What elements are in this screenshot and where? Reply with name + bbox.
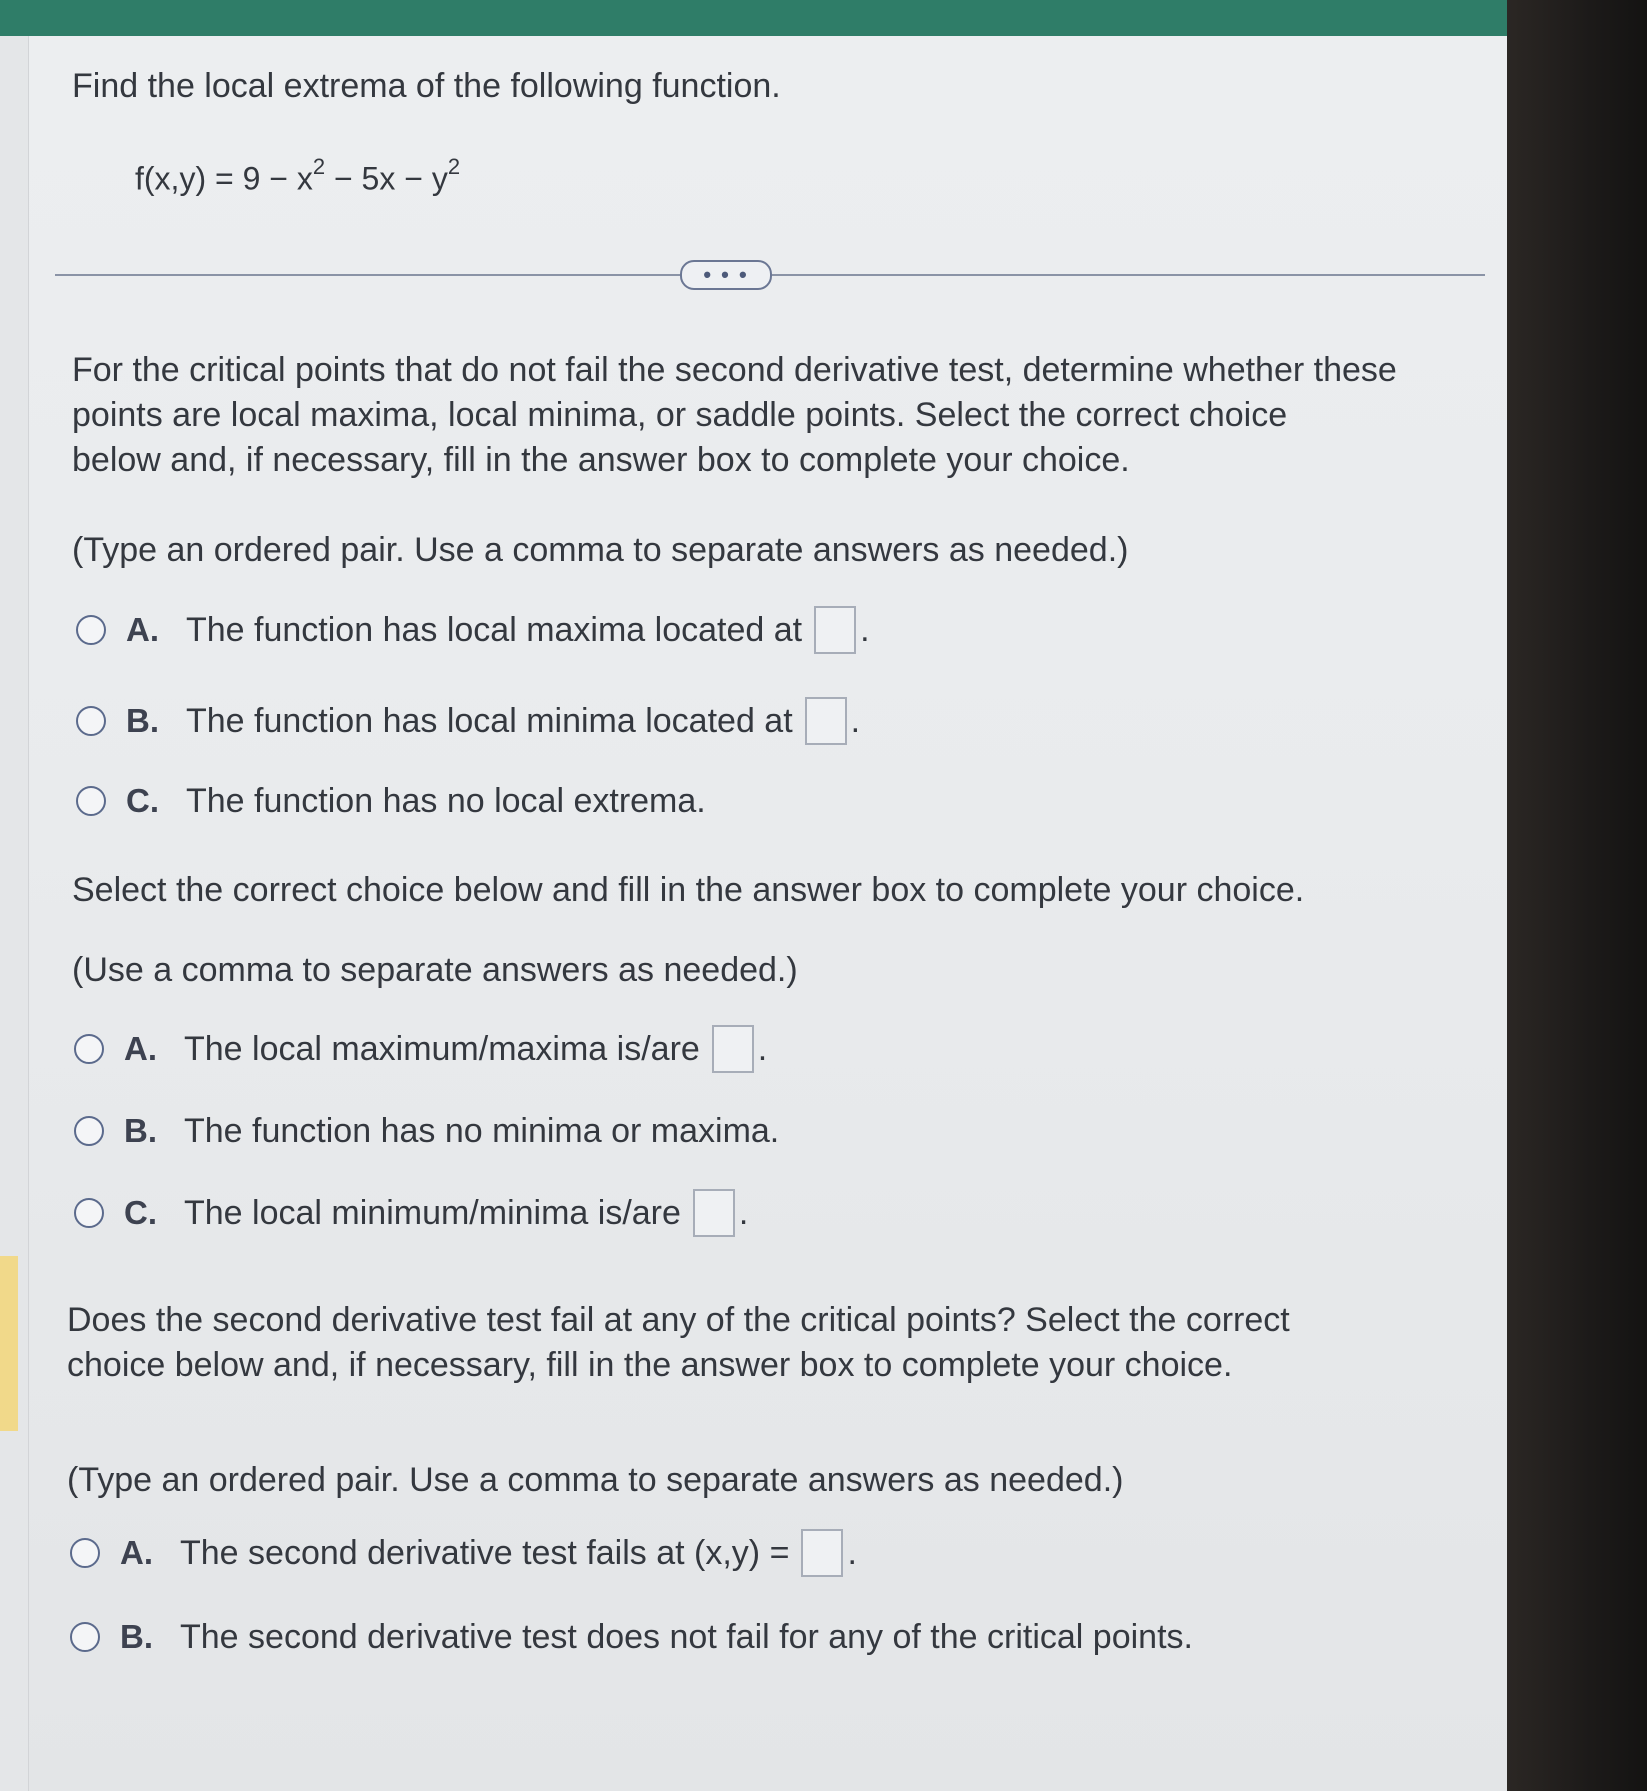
option-letter: A.	[124, 1030, 157, 1067]
option-period: .	[757, 1029, 768, 1068]
monitor-bezel	[1507, 0, 1647, 1791]
answer-box[interactable]	[801, 1529, 843, 1577]
question-page	[0, 36, 1526, 1791]
formula-part: − 5x − y	[325, 160, 448, 197]
option-letter: B.	[124, 1112, 157, 1149]
option-text: The local maximum/maxima is/are	[184, 1029, 700, 1068]
header-bar	[0, 0, 1515, 40]
radio-button[interactable]	[74, 1198, 104, 1228]
option-text: The second derivative test fails at (x,y) =	[180, 1533, 790, 1572]
radio-button[interactable]	[70, 1622, 100, 1652]
option-period: .	[847, 1533, 857, 1572]
section3-instructions	[67, 1298, 1290, 1388]
instruction-line: choice below and, if necessary, fill in the answer box to complete your choice.	[67, 1346, 1233, 1384]
option-letter: A.	[126, 611, 159, 648]
section1-option-c[interactable]	[76, 776, 706, 826]
option-letter: A.	[120, 1534, 153, 1571]
section2-hint: (Use a comma to separate answers as needed.)	[72, 951, 798, 989]
section2-option-c[interactable]	[74, 1188, 748, 1238]
option-text: The function has no local extrema.	[186, 781, 706, 820]
instruction-line: points are local maxima, local minima, or saddle points. Select the correct choice	[72, 396, 1288, 434]
instruction-line: For the critical points that do not fail the second derivative test, determine whether these	[72, 351, 1397, 389]
instruction-line: Does the second derivative test fail at any of the critical points? Select the correct	[67, 1301, 1290, 1339]
option-letter: C.	[126, 782, 159, 819]
option-period: .	[860, 610, 870, 649]
option-period: .	[738, 1193, 749, 1232]
option-letter: B.	[126, 702, 159, 739]
more-dots-icon: • • •	[703, 262, 749, 287]
option-text: The function has no minima or maxima.	[184, 1111, 780, 1150]
radio-button[interactable]	[74, 1034, 104, 1064]
section2-instructions: Select the correct choice below and fill in the answer box to complete your choice.	[72, 871, 1305, 909]
function-formula	[135, 154, 461, 198]
section2-option-b[interactable]	[74, 1106, 779, 1156]
option-text: The function has local maxima located at	[186, 610, 803, 649]
radio-button[interactable]	[70, 1538, 100, 1568]
instruction-line: below and, if necessary, fill in the answer box to complete your choice.	[72, 441, 1130, 479]
question-prompt: Find the local extrema of the following function.	[72, 67, 781, 105]
answer-box[interactable]	[814, 606, 856, 654]
section2-option-a[interactable]	[74, 1024, 767, 1074]
show-previous-steps-button[interactable]	[680, 260, 772, 290]
radio-button[interactable]	[74, 1116, 104, 1146]
radio-button[interactable]	[76, 786, 106, 816]
section1-option-b[interactable]	[76, 696, 860, 746]
section3-option-a[interactable]	[70, 1528, 857, 1578]
option-letter: C.	[124, 1194, 157, 1231]
section1-option-a[interactable]	[76, 605, 870, 655]
radio-button[interactable]	[76, 615, 106, 645]
option-period: .	[850, 701, 861, 740]
formula-exponent: 2	[312, 154, 326, 179]
section1-hint: (Type an ordered pair. Use a comma to separate answers as needed.)	[72, 531, 1129, 569]
section3-option-b[interactable]	[70, 1612, 1193, 1662]
option-letter: B.	[120, 1618, 153, 1655]
answer-box[interactable]	[693, 1189, 735, 1237]
formula-part: f(x,y) = 9 − x	[135, 160, 313, 197]
section1-instructions	[72, 348, 1397, 483]
option-text: The second derivative test does not fail for any of the critical points.	[180, 1617, 1193, 1656]
answer-box[interactable]	[805, 697, 847, 745]
radio-button[interactable]	[76, 706, 106, 736]
option-text: The local minimum/minima is/are	[184, 1193, 681, 1232]
formula-exponent: 2	[447, 154, 461, 179]
section3-hint: (Type an ordered pair. Use a comma to separate answers as needed.)	[67, 1461, 1124, 1499]
option-text: The function has local minima located at	[186, 701, 793, 740]
answer-box[interactable]	[712, 1025, 754, 1073]
